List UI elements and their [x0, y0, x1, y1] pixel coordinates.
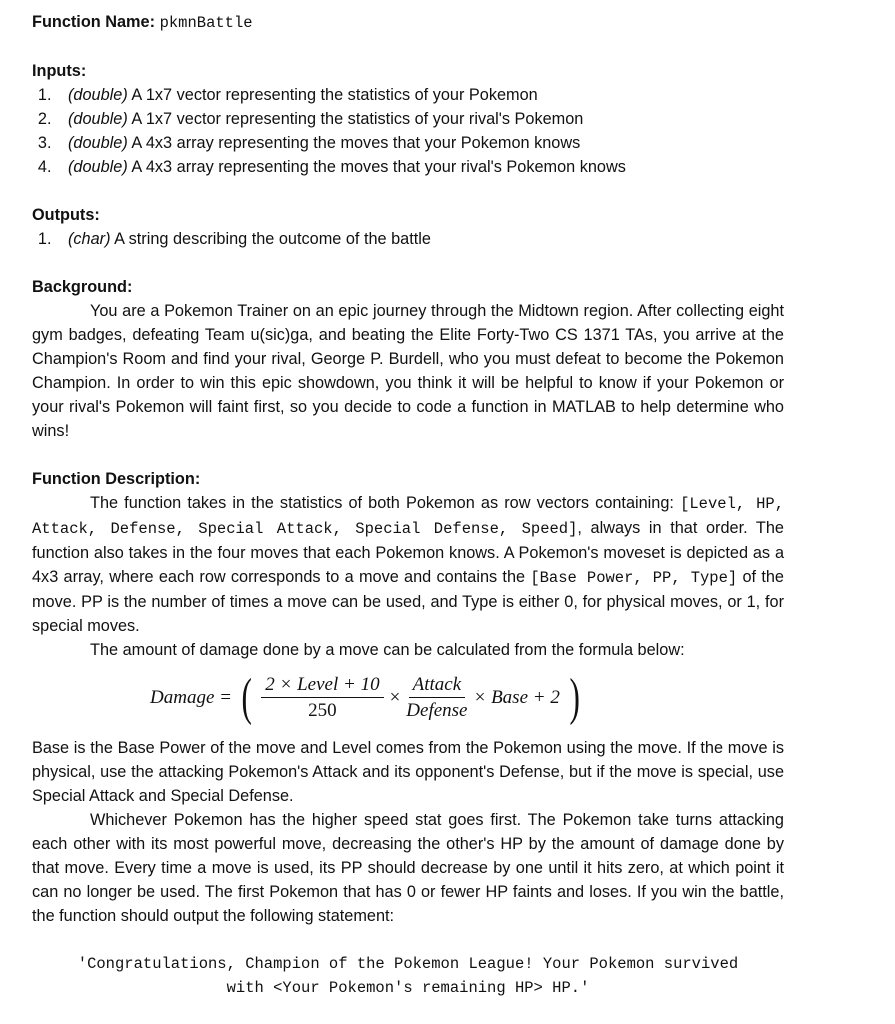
function-name: Function Name: pkmnBattle — [32, 13, 253, 32]
description-paragraph: The function takes in the statistics of both Pokemon as row vectors containing: [Level, HP, Attack, Defense, Special Attack, Special Defense, Speed], always in that order. The function also takes in the four moves that each Pokemon knows. A Pokemon's moveset is depicted as a 4x3 array, where each row corresponds to a move and contains the [Base Power, PP, Type] of the move. PP is the number of times a move can be used, and Type is either 0, for physical moves, or 1, for special moves. — [32, 494, 784, 635]
function-name-value: pkmnBattle — [159, 14, 253, 32]
stats-vector-code: [Level, HP, Attack, Defense, Special Attack, Special Defense, Speed] — [32, 495, 784, 538]
background-heading: Background: — [32, 278, 133, 296]
output-statement: 'Congratulations, Champion of the Pokemon League! Your Pokemon survived with <Your Pokemon's remaining HP> HP.' — [77, 955, 739, 997]
list-item: 1. (char) A string describing the outcome of the battle — [56, 227, 784, 251]
list-item: 1. (double) A 1x7 vector representing the statistics of your Pokemon — [56, 83, 784, 107]
outputs-heading: Outputs: — [32, 206, 100, 224]
list-item: 3. (double) A 4x3 array representing the moves that your Pokemon knows — [56, 131, 784, 155]
speed-paragraph: Whichever Pokemon has the higher speed stat goes first. The Pokemon take turns attacking each other with its most powerful move, decreasing the other's HP by the amount of damage done by that move. Every time a move is used, its PP should decrease by one until it hits zero, at which point it can no longer be used. The first Pokemon that has 0 or fewer HP faints and loses. If you win the battle, the function should output the following statement: — [32, 811, 784, 925]
formula-intro: The amount of damage done by a move can be calculated from the formula below: — [90, 641, 685, 659]
base-paragraph: Base is the Base Power of the move and Level comes from the Pokemon using the move. If the move is physical, use the attacking Pokemon's Attack and its opponent's Defense, but if the move is special, use Special Attack and Special Defense. — [32, 739, 784, 805]
description-heading: Function Description: — [32, 470, 201, 488]
inputs-section — [32, 59, 784, 179]
inputs-heading: Inputs: — [32, 62, 87, 80]
background-text: You are a Pokemon Trainer on an epic journey through the Midtown region. After collecting eight gym badges, defeating Team u(sic)ga, and beating the Elite Forty-Two CS 1371 TAs, you arrive at the Champion's Room and find your rival, George P. Burdell, who you must defeat to become the Pokemon Champion. In order to win this epic showdown, you think it will be helpful to know if your Pokemon or your rival's Pokemon will faint first, so you decide to code a function in MATLAB to help determine who wins! — [32, 302, 784, 440]
move-row-code: [Base Power, PP, Type] — [530, 569, 738, 587]
damage-formula: Damage = ( $\frac{\text{2 × Level + 10}}{250}$ × $\frac{\text{Attack}}{\text{Defense}}$ × Base + 2 ) — [150, 669, 580, 726]
background-section — [32, 275, 784, 443]
description-section — [32, 467, 784, 1000]
list-item: 4. (double) A 4x3 array representing the moves that your rival's Pokemon knows — [56, 155, 784, 179]
list-item: 2. (double) A 1x7 vector representing the statistics of your rival's Pokemon — [56, 107, 784, 131]
outputs-section — [32, 203, 784, 251]
document — [32, 10, 784, 1000]
